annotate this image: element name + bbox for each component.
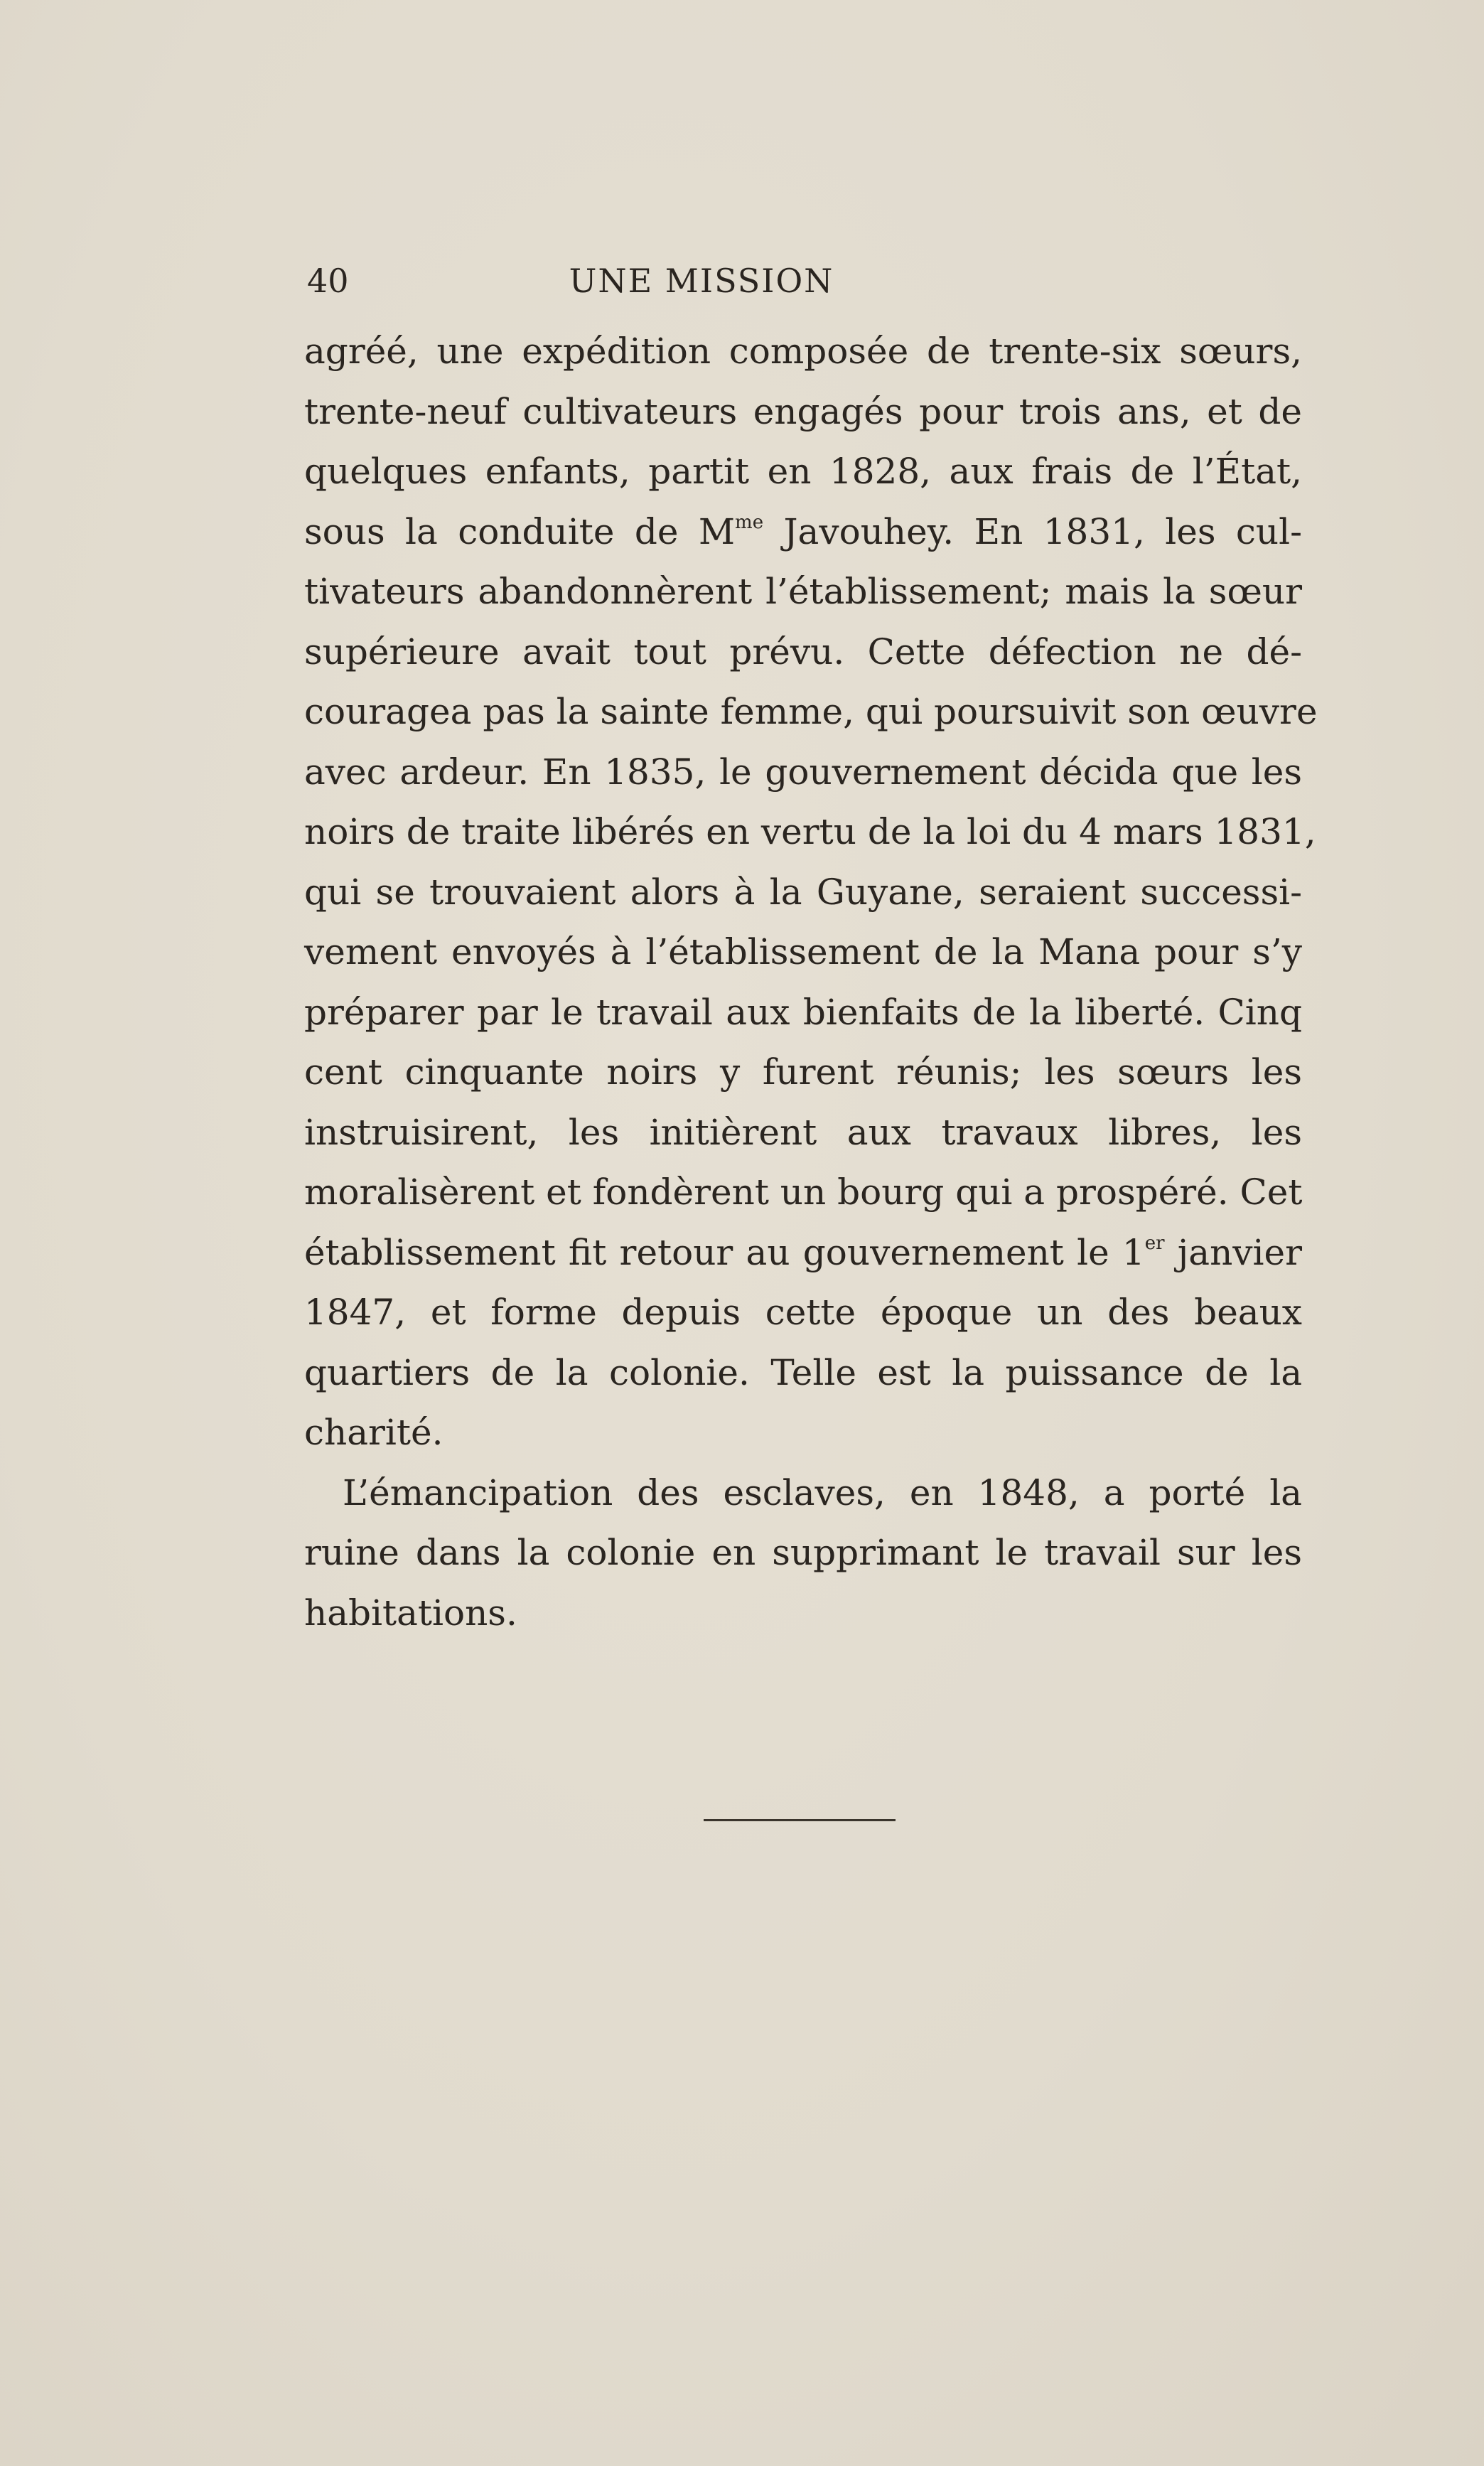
text-line: L’émancipation des esclaves, en 1848, a porté la <box>343 1471 1302 1513</box>
text-line: préparer par le travail aux bienfaits de la liberté. Cinq <box>304 991 1302 1033</box>
text-fragment: janvier <box>1164 1231 1302 1273</box>
text-line: ruine dans la colonie en supprimant le travail sur les <box>304 1532 1302 1573</box>
text-line: moralisèrent et fondèrent un bourg qui a prospéré. Cet <box>304 1172 1303 1213</box>
page-number: 40 <box>307 262 349 300</box>
text-line: quartiers de la colonie. Telle est la puissance de la <box>304 1351 1302 1393</box>
text-line: quelques enfants, partit en 1828, aux frais de l’État, <box>304 451 1302 492</box>
text-line <box>304 1223 1302 1283</box>
text-line: habitations. <box>304 1592 517 1634</box>
text-line <box>304 502 1302 562</box>
running-head <box>307 256 1302 306</box>
text-fragment: sous la conduite de M <box>304 510 736 552</box>
text-line: charité. <box>304 1412 443 1453</box>
text-line: avec ardeur. En 1835, le gouvernement décida que les <box>304 751 1302 793</box>
text-line: 1847, et forme depuis cette époque un des beaux <box>304 1292 1302 1333</box>
text-line: trente-neuf cultivateurs engagés pour trois ans, et de <box>304 390 1302 432</box>
text-line: couragea pas la sainte femme, qui poursuivit son œuvre <box>304 691 1318 732</box>
text-fragment: Javouhey. En 1831, les cul- <box>763 510 1303 552</box>
text-fragment: établissement fit retour au gouvernement le 1 <box>304 1231 1145 1273</box>
text-line: vement envoyés à l’établissement de la Mana pour s’y <box>304 931 1302 972</box>
superscript: er <box>1144 1232 1165 1254</box>
text-line: supérieure avait tout prévu. Cette défection ne dé- <box>304 631 1302 672</box>
text-line: agréé, une expédition composée de trente-six sœurs, <box>304 331 1302 372</box>
end-rule <box>704 1819 896 1821</box>
text-line: qui se trouvaient alors à la Guyane, seraient successi- <box>304 871 1302 913</box>
running-title: UNE MISSION <box>569 262 834 300</box>
text-line: instruisirent, les initièrent aux travaux libres, les <box>304 1111 1302 1153</box>
superscript: me <box>735 511 764 533</box>
text-line: noirs de traite libérés en vertu de la loi du 4 mars 1831, <box>304 811 1316 852</box>
body-text <box>304 321 1318 1643</box>
text-line: cent cinquante noirs y furent réunis; les sœurs les <box>304 1051 1302 1093</box>
text-line: tivateurs abandonnèrent l’établissement; mais la sœur <box>304 571 1302 612</box>
